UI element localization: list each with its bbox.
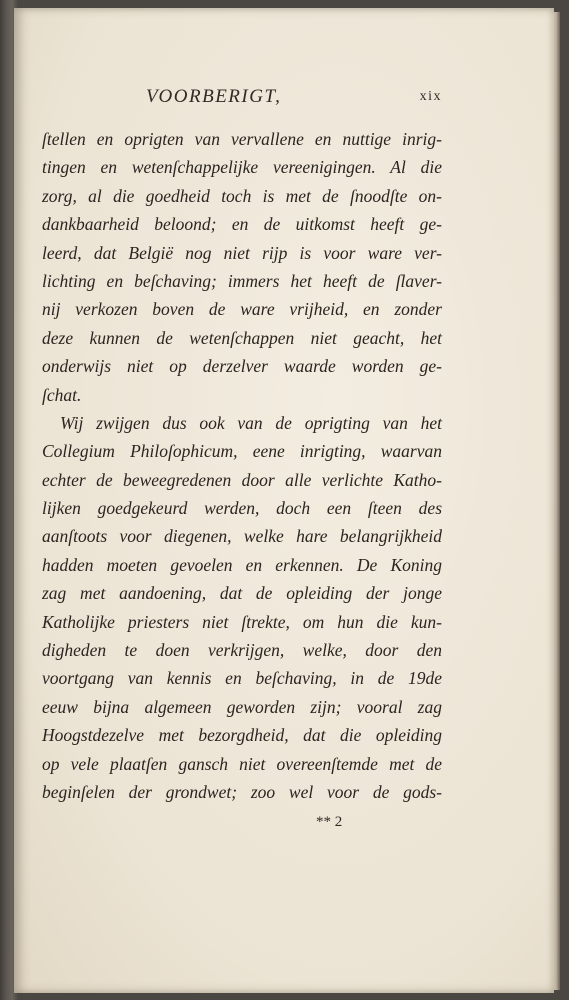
- text-line: aanſtoots voor diegenen, welke hare belangrijkheid: [42, 526, 442, 547]
- body-text: [42, 125, 442, 806]
- text-line: digheden te doen verkrijgen, welke, door den: [42, 640, 442, 661]
- page-header: [146, 86, 442, 112]
- text-line: lichting en beſchaving; immers het heeft de ſlaver-: [42, 270, 442, 291]
- text-line: dankbaarheid beloond; en de uitkomst heeft ge-: [42, 214, 442, 235]
- text-line: Katholijke priesters niet ſtrekte, om hun die kun-: [42, 611, 442, 632]
- text-line: onderwijs niet op derzelver waarde worden ge-: [42, 356, 442, 377]
- text-line: Hoogstdezelve met bezorgdheid, dat die opleiding: [42, 725, 442, 746]
- text-line: zorg, al die goedheid toch is met de ſnoodſte on-: [42, 185, 442, 206]
- text-line: ſtellen en oprigten van vervallene en nuttige inrig-: [42, 129, 442, 149]
- text-line: ſchat.: [42, 384, 82, 405]
- text-line: echter de beweegredenen door alle verlichte Katho-: [42, 469, 442, 490]
- signature-mark: ** 2: [316, 814, 343, 830]
- text-line: zag met aandoening, dat de opleiding der jonge: [42, 583, 442, 604]
- text-line: beginſelen der grondwet; zoo wel voor de gods-: [42, 781, 442, 802]
- text-line: eeuw bijna algemeen geworden zijn; vooral zag: [42, 696, 442, 717]
- text-line: nij verkozen boven de ware vrijheid, en zonder: [42, 299, 442, 320]
- page-number: xix: [419, 89, 442, 104]
- text-line: tingen en wetenſchappelijke vereenigingen. Al die: [42, 157, 442, 178]
- running-head: VOORBERIGT,: [146, 86, 282, 107]
- text-line: lijken goedgekeurd werden, doch een ſteen des: [42, 498, 442, 519]
- text-line: deze kunnen de wetenſchappen niet geacht, het: [42, 327, 442, 348]
- text-line: hadden moeten gevoelen en erkennen. De Koning: [42, 554, 442, 575]
- text-line: Collegium Philoſophicum, eene inrigting, waarvan: [42, 441, 442, 462]
- text-line: op vele plaatſen gansch niet overeenſtemde met de: [42, 753, 442, 774]
- text-line: leerd, dat België nog niet rijp is voor ware ver-: [42, 242, 442, 263]
- text-line: Wij zwijgen dus ook van de oprigting van het: [60, 412, 442, 433]
- text-line: voortgang van kennis en beſchaving, in de 19de: [42, 668, 442, 689]
